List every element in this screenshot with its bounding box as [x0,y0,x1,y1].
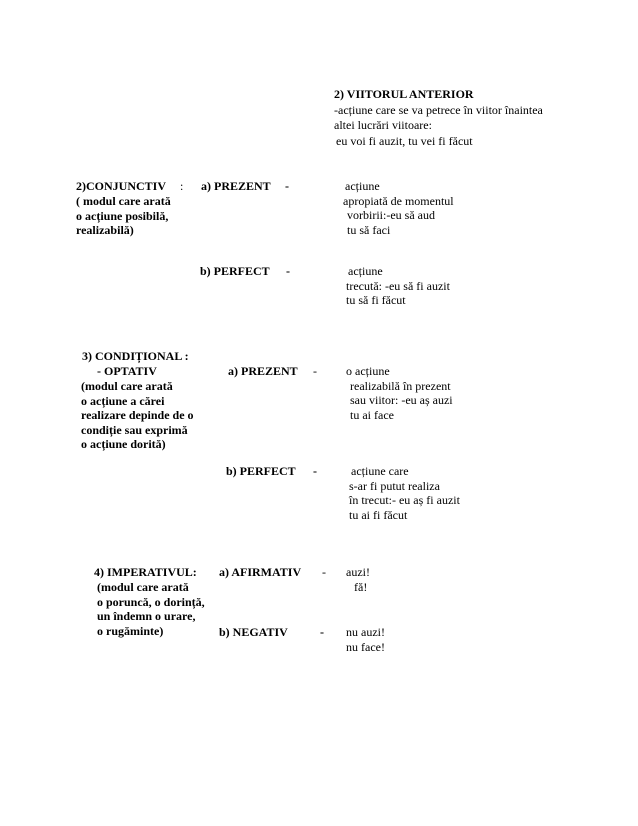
imperativ-negativ-dash: - [320,625,324,639]
imperativ-negativ-text [346,625,385,654]
viitor-anterior-title: 2) VIITORUL ANTERIOR [334,87,474,101]
conditional-perfect-line: tu ai fi făcut [349,507,408,522]
conditional-perfect-line: în trecut:- eu aș fi auzit [349,493,460,507]
conjunctiv-desc-line: o acțiune posibilă, [76,208,169,223]
viitor-anterior-example: eu voi fi auzit, tu vei fi făcut [336,134,473,148]
imperativ-negativ-label: b) NEGATIV [219,625,288,639]
conjunctiv-prezent-text [343,179,454,237]
conjunctiv-perfect-line: tu să fi făcut [346,293,406,307]
conjunctiv-prezent-line: vorbirii:-eu să aud [347,208,435,222]
imperativ-desc-line: o poruncă, o dorință, [97,594,205,609]
conditional-perfect-line: acțiune care [351,464,409,478]
imperativ-heading: 4) IMPERATIVUL: [94,565,197,579]
conjunctiv-heading: 2)CONJUNCTIV [76,179,166,193]
imperativ-afirmativ-label: a) AFIRMATIV [219,565,302,579]
conjunctiv-prezent-label: a) PREZENT [201,179,271,193]
conditional-perfect-label: b) PERFECT [226,464,296,478]
conditional-prezent-line: o acțiune [346,364,390,378]
conditional-heading: 3) CONDIȚIONAL : [82,349,189,363]
conditional-prezent-dash: - [313,364,317,378]
conditional-prezent-line: sau viitor: -eu aș auzi [350,393,453,407]
imperativ-desc-line: un îndemn o urare, [97,609,196,623]
conjunctiv-perfect-line: acțiune [348,264,383,278]
viitor-anterior-desc-2: altei lucrări viitoare: [334,118,432,132]
viitor-anterior-desc-1: -acțiune care se va petrece în viitor înaintea [334,103,543,117]
conditional-desc-line: o acțiune dorită) [81,437,166,451]
conjunctiv-description [76,194,171,238]
conditional-desc-line: o acțiune a cărei [81,393,165,408]
imperativ-afirmativ-line: auzi! [346,565,370,579]
conjunctiv-prezent-dash: - [285,179,289,193]
conditional-prezent-line: realizabilă în prezent [350,378,451,393]
conditional-perfect-text [349,464,460,522]
conditional-desc-line: realizare depinde de o [81,408,194,422]
conjunctiv-perfect-text [346,264,450,308]
conjunctiv-desc-line: realizabilă) [76,223,134,237]
imperativ-desc-line: o rugăminte) [97,623,164,638]
imperativ-description [97,580,205,638]
conjunctiv-colon: : [180,179,184,193]
conjunctiv-prezent-line: apropiată de momentul [343,193,454,208]
conditional-perfect-dash: - [313,464,317,478]
imperativ-negativ-line: nu face! [346,639,385,654]
imperativ-afirmativ-text [346,565,370,594]
conjunctiv-perfect-dash: - [286,264,290,278]
conditional-desc-line: condiție sau exprimă [81,422,188,437]
conditional-prezent-label: a) PREZENT [228,364,298,378]
imperativ-afirmativ-dash: - [322,565,326,579]
conjunctiv-perfect-line: trecută: -eu să fi auzit [346,278,450,293]
imperativ-afirmativ-line: fă! [354,579,368,594]
imperativ-negativ-line: nu auzi! [346,625,385,639]
imperativ-desc-line: (modul care arată [97,580,189,594]
conjunctiv-prezent-line: tu să faci [347,222,391,237]
conditional-description [81,379,194,452]
conditional-desc-line: (modul care arată [81,379,173,393]
conditional-prezent-text [346,364,453,422]
optativ-heading: - OPTATIV [97,364,157,378]
conditional-prezent-line: tu ai face [350,407,394,422]
conjunctiv-perfect-label: b) PERFECT [200,264,270,278]
conjunctiv-prezent-line: acțiune [345,179,380,193]
conjunctiv-desc-line: ( modul care arată [76,194,171,208]
conditional-perfect-line: s-ar fi putut realiza [349,478,440,493]
